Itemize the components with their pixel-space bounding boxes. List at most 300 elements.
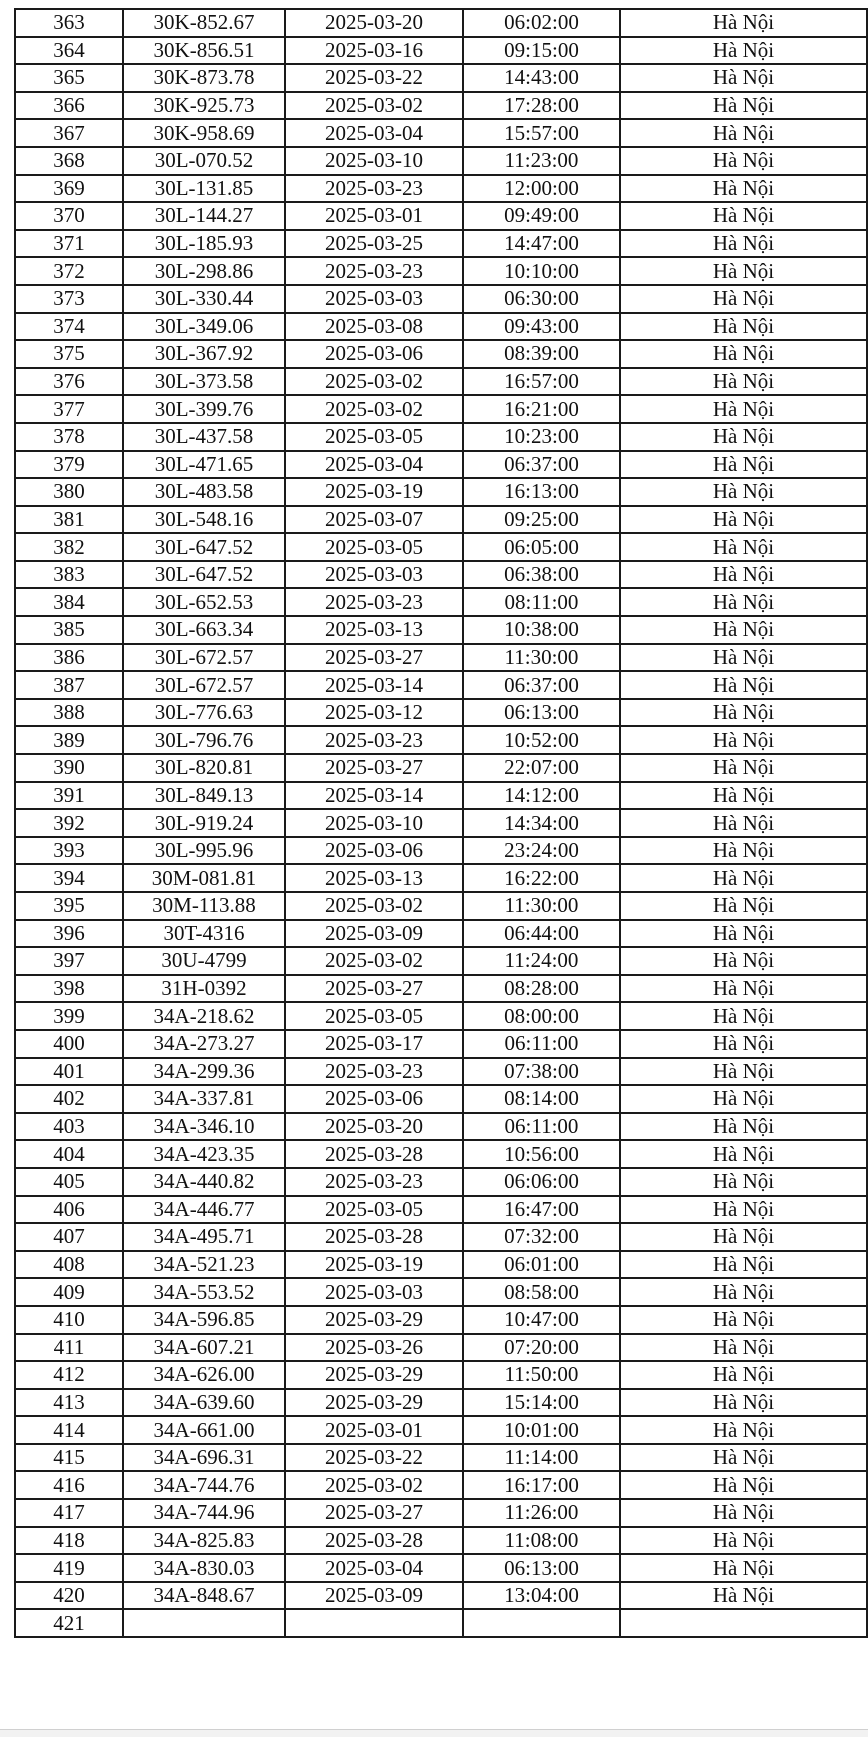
location-cell: Hà Nội [620, 1140, 867, 1168]
time-cell: 11:08:00 [463, 1527, 620, 1555]
time-cell: 06:44:00 [463, 920, 620, 948]
row-number-cell: 382 [15, 533, 123, 561]
table-row [15, 864, 867, 892]
time-cell: 09:25:00 [463, 506, 620, 534]
table-row [15, 1196, 867, 1224]
date-cell: 2025-03-05 [285, 1196, 463, 1224]
date-cell: 2025-03-05 [285, 533, 463, 561]
row-number-cell: 398 [15, 975, 123, 1003]
row-number-cell: 416 [15, 1471, 123, 1499]
row-number-cell: 399 [15, 1002, 123, 1030]
license-plate-cell: 34A-218.62 [123, 1002, 285, 1030]
license-plate-cell: 34A-825.83 [123, 1527, 285, 1555]
license-plate-cell: 34A-553.52 [123, 1278, 285, 1306]
location-cell: Hà Nội [620, 1444, 867, 1472]
table-row [15, 671, 867, 699]
table-row [15, 202, 867, 230]
time-cell: 08:14:00 [463, 1085, 620, 1113]
license-plate-cell: 30K-873.78 [123, 64, 285, 92]
table-row [15, 1416, 867, 1444]
table-row [15, 1278, 867, 1306]
time-cell: 10:01:00 [463, 1416, 620, 1444]
time-cell: 16:21:00 [463, 395, 620, 423]
location-cell: Hà Nội [620, 368, 867, 396]
location-cell: Hà Nội [620, 478, 867, 506]
date-cell: 2025-03-25 [285, 230, 463, 258]
time-cell: 06:11:00 [463, 1113, 620, 1141]
license-plate-cell: 30L-672.57 [123, 644, 285, 672]
time-cell: 06:06:00 [463, 1168, 620, 1196]
date-cell: 2025-03-26 [285, 1334, 463, 1362]
date-cell: 2025-03-02 [285, 92, 463, 120]
license-plate-cell: 34A-661.00 [123, 1416, 285, 1444]
row-number-cell: 411 [15, 1334, 123, 1362]
row-number-cell: 389 [15, 726, 123, 754]
location-cell: Hà Nội [620, 1499, 867, 1527]
license-plate-cell: 30L-298.86 [123, 257, 285, 285]
location-cell: Hà Nội [620, 1196, 867, 1224]
row-number-cell: 397 [15, 947, 123, 975]
date-cell: 2025-03-05 [285, 423, 463, 451]
row-number-cell: 368 [15, 147, 123, 175]
table-row [15, 119, 867, 147]
license-plate-cell: 30L-849.13 [123, 782, 285, 810]
time-cell: 10:38:00 [463, 616, 620, 644]
time-cell: 22:07:00 [463, 754, 620, 782]
date-cell: 2025-03-09 [285, 920, 463, 948]
table-row [15, 37, 867, 65]
location-cell: Hà Nội [620, 313, 867, 341]
date-cell: 2025-03-27 [285, 644, 463, 672]
vehicle-violation-table [14, 8, 868, 1638]
location-cell: Hà Nội [620, 726, 867, 754]
time-cell: 12:00:00 [463, 175, 620, 203]
date-cell: 2025-03-27 [285, 754, 463, 782]
date-cell: 2025-03-02 [285, 1471, 463, 1499]
location-cell: Hà Nội [620, 1527, 867, 1555]
time-cell: 16:57:00 [463, 368, 620, 396]
location-cell: Hà Nội [620, 809, 867, 837]
location-cell: Hà Nội [620, 9, 867, 37]
table-row [15, 451, 867, 479]
row-number-cell: 403 [15, 1113, 123, 1141]
date-cell: 2025-03-28 [285, 1140, 463, 1168]
location-cell: Hà Nội [620, 1278, 867, 1306]
table-row [15, 92, 867, 120]
date-cell: 2025-03-28 [285, 1223, 463, 1251]
time-cell: 14:47:00 [463, 230, 620, 258]
time-cell: 06:38:00 [463, 561, 620, 589]
row-number-cell: 400 [15, 1030, 123, 1058]
location-cell: Hà Nội [620, 947, 867, 975]
location-cell: Hà Nội [620, 1554, 867, 1582]
location-cell: Hà Nội [620, 671, 867, 699]
time-cell: 07:38:00 [463, 1058, 620, 1086]
location-cell: Hà Nội [620, 37, 867, 65]
license-plate-cell: 30L-796.76 [123, 726, 285, 754]
license-plate-cell: 30L-330.44 [123, 285, 285, 313]
location-cell: Hà Nội [620, 1361, 867, 1389]
time-cell: 16:13:00 [463, 478, 620, 506]
location-cell: Hà Nội [620, 175, 867, 203]
license-plate-cell: 30L-070.52 [123, 147, 285, 175]
location-cell: Hà Nội [620, 1223, 867, 1251]
row-number-cell: 383 [15, 561, 123, 589]
table-row [15, 754, 867, 782]
row-number-cell: 407 [15, 1223, 123, 1251]
location-cell: Hà Nội [620, 92, 867, 120]
license-plate-cell: 30L-995.96 [123, 837, 285, 865]
location-cell: Hà Nội [620, 837, 867, 865]
row-number-cell: 372 [15, 257, 123, 285]
date-cell: 2025-03-14 [285, 782, 463, 810]
date-cell: 2025-03-06 [285, 1085, 463, 1113]
license-plate-cell: 34A-607.21 [123, 1334, 285, 1362]
location-cell: Hà Nội [620, 506, 867, 534]
time-cell: 16:17:00 [463, 1471, 620, 1499]
row-number-cell: 364 [15, 37, 123, 65]
table-row [15, 1030, 867, 1058]
date-cell: 2025-03-23 [285, 257, 463, 285]
table-row [15, 837, 867, 865]
table-row [15, 1527, 867, 1555]
table-row [15, 423, 867, 451]
location-cell: Hà Nội [620, 1416, 867, 1444]
row-number-cell: 404 [15, 1140, 123, 1168]
table-row [15, 368, 867, 396]
location-cell: Hà Nội [620, 451, 867, 479]
time-cell: 06:30:00 [463, 285, 620, 313]
table-row [15, 1168, 867, 1196]
location-cell: Hà Nội [620, 920, 867, 948]
time-cell: 14:12:00 [463, 782, 620, 810]
table-row [15, 1085, 867, 1113]
table-row [15, 1582, 867, 1610]
license-plate-cell: 34A-440.82 [123, 1168, 285, 1196]
time-cell: 11:26:00 [463, 1499, 620, 1527]
time-cell: 16:22:00 [463, 864, 620, 892]
table-row [15, 1306, 867, 1334]
table-row [15, 285, 867, 313]
table-row [15, 1002, 867, 1030]
date-cell: 2025-03-29 [285, 1306, 463, 1334]
license-plate-cell: 34A-596.85 [123, 1306, 285, 1334]
row-number-cell: 370 [15, 202, 123, 230]
license-plate-cell: 30K-958.69 [123, 119, 285, 147]
license-plate-cell: 34A-346.10 [123, 1113, 285, 1141]
date-cell: 2025-03-09 [285, 1582, 463, 1610]
license-plate-cell: 30M-081.81 [123, 864, 285, 892]
license-plate-cell: 34A-744.96 [123, 1499, 285, 1527]
row-number-cell: 396 [15, 920, 123, 948]
row-number-cell: 373 [15, 285, 123, 313]
date-cell: 2025-03-06 [285, 837, 463, 865]
row-number-cell: 420 [15, 1582, 123, 1610]
location-cell: Hà Nội [620, 561, 867, 589]
date-cell: 2025-03-04 [285, 451, 463, 479]
location-cell: Hà Nội [620, 423, 867, 451]
row-number-cell: 379 [15, 451, 123, 479]
license-plate-cell: 30L-652.53 [123, 588, 285, 616]
location-cell: Hà Nội [620, 202, 867, 230]
license-plate-cell: 30L-471.65 [123, 451, 285, 479]
date-cell: 2025-03-16 [285, 37, 463, 65]
date-cell: 2025-03-27 [285, 1499, 463, 1527]
date-cell: 2025-03-03 [285, 561, 463, 589]
location-cell: Hà Nội [620, 864, 867, 892]
license-plate-cell: 30K-925.73 [123, 92, 285, 120]
row-number-cell: 413 [15, 1389, 123, 1417]
table-row [15, 1223, 867, 1251]
table-row [15, 230, 867, 258]
table-row [15, 975, 867, 1003]
time-cell: 08:58:00 [463, 1278, 620, 1306]
time-cell: 16:47:00 [463, 1196, 620, 1224]
time-cell: 11:30:00 [463, 892, 620, 920]
date-cell: 2025-03-03 [285, 285, 463, 313]
date-cell: 2025-03-22 [285, 64, 463, 92]
table-row [15, 1113, 867, 1141]
row-number-cell: 367 [15, 119, 123, 147]
date-cell: 2025-03-05 [285, 1002, 463, 1030]
date-cell: 2025-03-22 [285, 1444, 463, 1472]
row-number-cell: 419 [15, 1554, 123, 1582]
location-cell: Hà Nội [620, 782, 867, 810]
row-number-cell: 418 [15, 1527, 123, 1555]
date-cell: 2025-03-19 [285, 1251, 463, 1279]
time-cell: 10:10:00 [463, 257, 620, 285]
table-row [15, 1140, 867, 1168]
location-cell: Hà Nội [620, 644, 867, 672]
location-cell: Hà Nội [620, 64, 867, 92]
date-cell: 2025-03-08 [285, 313, 463, 341]
time-cell: 11:23:00 [463, 147, 620, 175]
table-row [15, 9, 867, 37]
license-plate-cell: 34A-495.71 [123, 1223, 285, 1251]
table-row [15, 1361, 867, 1389]
date-cell: 2025-03-04 [285, 119, 463, 147]
row-number-cell: 388 [15, 699, 123, 727]
date-cell: 2025-03-10 [285, 809, 463, 837]
license-plate-cell: 30L-349.06 [123, 313, 285, 341]
table-row [15, 588, 867, 616]
time-cell [463, 1609, 620, 1637]
location-cell: Hà Nội [620, 892, 867, 920]
row-number-cell: 387 [15, 671, 123, 699]
location-cell: Hà Nội [620, 1058, 867, 1086]
row-number-cell: 381 [15, 506, 123, 534]
table-row [15, 1389, 867, 1417]
location-cell: Hà Nội [620, 1168, 867, 1196]
date-cell: 2025-03-02 [285, 892, 463, 920]
table-row [15, 644, 867, 672]
row-number-cell: 408 [15, 1251, 123, 1279]
location-cell: Hà Nội [620, 1306, 867, 1334]
date-cell: 2025-03-19 [285, 478, 463, 506]
row-number-cell: 378 [15, 423, 123, 451]
date-cell: 2025-03-13 [285, 864, 463, 892]
table-row [15, 1334, 867, 1362]
date-cell: 2025-03-13 [285, 616, 463, 644]
time-cell: 06:02:00 [463, 9, 620, 37]
row-number-cell: 415 [15, 1444, 123, 1472]
table-row [15, 1251, 867, 1279]
time-cell: 06:05:00 [463, 533, 620, 561]
location-cell: Hà Nội [620, 1471, 867, 1499]
table-row [15, 340, 867, 368]
location-cell: Hà Nội [620, 395, 867, 423]
date-cell: 2025-03-07 [285, 506, 463, 534]
time-cell: 06:01:00 [463, 1251, 620, 1279]
license-plate-cell: 30L-647.52 [123, 533, 285, 561]
location-cell: Hà Nội [620, 588, 867, 616]
license-plate-cell: 30T-4316 [123, 920, 285, 948]
time-cell: 09:15:00 [463, 37, 620, 65]
license-plate-cell: 34A-626.00 [123, 1361, 285, 1389]
row-number-cell: 377 [15, 395, 123, 423]
table-row [15, 1471, 867, 1499]
time-cell: 10:23:00 [463, 423, 620, 451]
table-row [15, 947, 867, 975]
row-number-cell: 410 [15, 1306, 123, 1334]
date-cell: 2025-03-12 [285, 699, 463, 727]
row-number-cell: 395 [15, 892, 123, 920]
license-plate-cell: 30L-776.63 [123, 699, 285, 727]
date-cell: 2025-03-02 [285, 395, 463, 423]
date-cell: 2025-03-27 [285, 975, 463, 1003]
date-cell: 2025-03-23 [285, 1168, 463, 1196]
table-row [15, 726, 867, 754]
license-plate-cell: 34A-830.03 [123, 1554, 285, 1582]
table-row [15, 616, 867, 644]
row-number-cell: 386 [15, 644, 123, 672]
row-number-cell: 409 [15, 1278, 123, 1306]
date-cell: 2025-03-29 [285, 1361, 463, 1389]
table-row [15, 699, 867, 727]
time-cell: 06:13:00 [463, 699, 620, 727]
location-cell: Hà Nội [620, 975, 867, 1003]
license-plate-cell: 34A-744.76 [123, 1471, 285, 1499]
row-number-cell: 366 [15, 92, 123, 120]
location-cell: Hà Nội [620, 147, 867, 175]
license-plate-cell: 34A-696.31 [123, 1444, 285, 1472]
table-row [15, 257, 867, 285]
location-cell: Hà Nội [620, 616, 867, 644]
license-plate-cell: 30L-373.58 [123, 368, 285, 396]
location-cell: Hà Nội [620, 1030, 867, 1058]
date-cell: 2025-03-06 [285, 340, 463, 368]
table-row [15, 561, 867, 589]
time-cell: 11:14:00 [463, 1444, 620, 1472]
location-cell: Hà Nội [620, 1251, 867, 1279]
table-row [15, 175, 867, 203]
table-row [15, 506, 867, 534]
date-cell: 2025-03-14 [285, 671, 463, 699]
row-number-cell: 412 [15, 1361, 123, 1389]
row-number-cell: 363 [15, 9, 123, 37]
date-cell: 2025-03-20 [285, 9, 463, 37]
license-plate-cell: 30L-437.58 [123, 423, 285, 451]
date-cell: 2025-03-23 [285, 1058, 463, 1086]
license-plate-cell: 30K-852.67 [123, 9, 285, 37]
date-cell: 2025-03-03 [285, 1278, 463, 1306]
time-cell: 13:04:00 [463, 1582, 620, 1610]
row-number-cell: 394 [15, 864, 123, 892]
license-plate-cell: 30L-144.27 [123, 202, 285, 230]
location-cell: Hà Nội [620, 1113, 867, 1141]
time-cell: 09:43:00 [463, 313, 620, 341]
date-cell: 2025-03-28 [285, 1527, 463, 1555]
license-plate-cell: 34A-273.27 [123, 1030, 285, 1058]
date-cell: 2025-03-23 [285, 726, 463, 754]
location-cell: Hà Nội [620, 257, 867, 285]
row-number-cell: 374 [15, 313, 123, 341]
license-plate-cell: 30L-919.24 [123, 809, 285, 837]
license-plate-cell: 34A-446.77 [123, 1196, 285, 1224]
license-plate-cell: 34A-337.81 [123, 1085, 285, 1113]
date-cell: 2025-03-23 [285, 588, 463, 616]
date-cell: 2025-03-02 [285, 368, 463, 396]
row-number-cell: 376 [15, 368, 123, 396]
table-row [15, 395, 867, 423]
row-number-cell: 406 [15, 1196, 123, 1224]
date-cell: 2025-03-17 [285, 1030, 463, 1058]
row-number-cell: 401 [15, 1058, 123, 1086]
location-cell: Hà Nội [620, 533, 867, 561]
location-cell: Hà Nội [620, 285, 867, 313]
license-plate-cell: 30L-483.58 [123, 478, 285, 506]
location-cell: Hà Nội [620, 1002, 867, 1030]
time-cell: 23:24:00 [463, 837, 620, 865]
table-row [15, 809, 867, 837]
license-plate-cell: 34A-848.67 [123, 1582, 285, 1610]
time-cell: 08:28:00 [463, 975, 620, 1003]
license-plate-cell: 30L-672.57 [123, 671, 285, 699]
row-number-cell: 384 [15, 588, 123, 616]
time-cell: 07:20:00 [463, 1334, 620, 1362]
date-cell [285, 1609, 463, 1637]
row-number-cell: 402 [15, 1085, 123, 1113]
row-number-cell: 390 [15, 754, 123, 782]
row-number-cell: 371 [15, 230, 123, 258]
time-cell: 06:37:00 [463, 451, 620, 479]
license-plate-cell: 30U-4799 [123, 947, 285, 975]
location-cell: Hà Nội [620, 1334, 867, 1362]
time-cell: 10:56:00 [463, 1140, 620, 1168]
time-cell: 10:52:00 [463, 726, 620, 754]
license-plate-cell: 30L-647.52 [123, 561, 285, 589]
location-cell: Hà Nội [620, 1582, 867, 1610]
date-cell: 2025-03-20 [285, 1113, 463, 1141]
table-row [15, 147, 867, 175]
row-number-cell: 405 [15, 1168, 123, 1196]
date-cell: 2025-03-02 [285, 947, 463, 975]
row-number-cell: 369 [15, 175, 123, 203]
date-cell: 2025-03-01 [285, 1416, 463, 1444]
date-cell: 2025-03-29 [285, 1389, 463, 1417]
table-row [15, 533, 867, 561]
license-plate-cell: 30L-367.92 [123, 340, 285, 368]
table-row [15, 64, 867, 92]
table-row [15, 892, 867, 920]
time-cell: 08:00:00 [463, 1002, 620, 1030]
date-cell: 2025-03-23 [285, 175, 463, 203]
table-row [15, 1499, 867, 1527]
license-plate-cell: 30L-131.85 [123, 175, 285, 203]
license-plate-cell: 30L-663.34 [123, 616, 285, 644]
page-bottom-edge [0, 1729, 868, 1737]
location-cell: Hà Nội [620, 699, 867, 727]
